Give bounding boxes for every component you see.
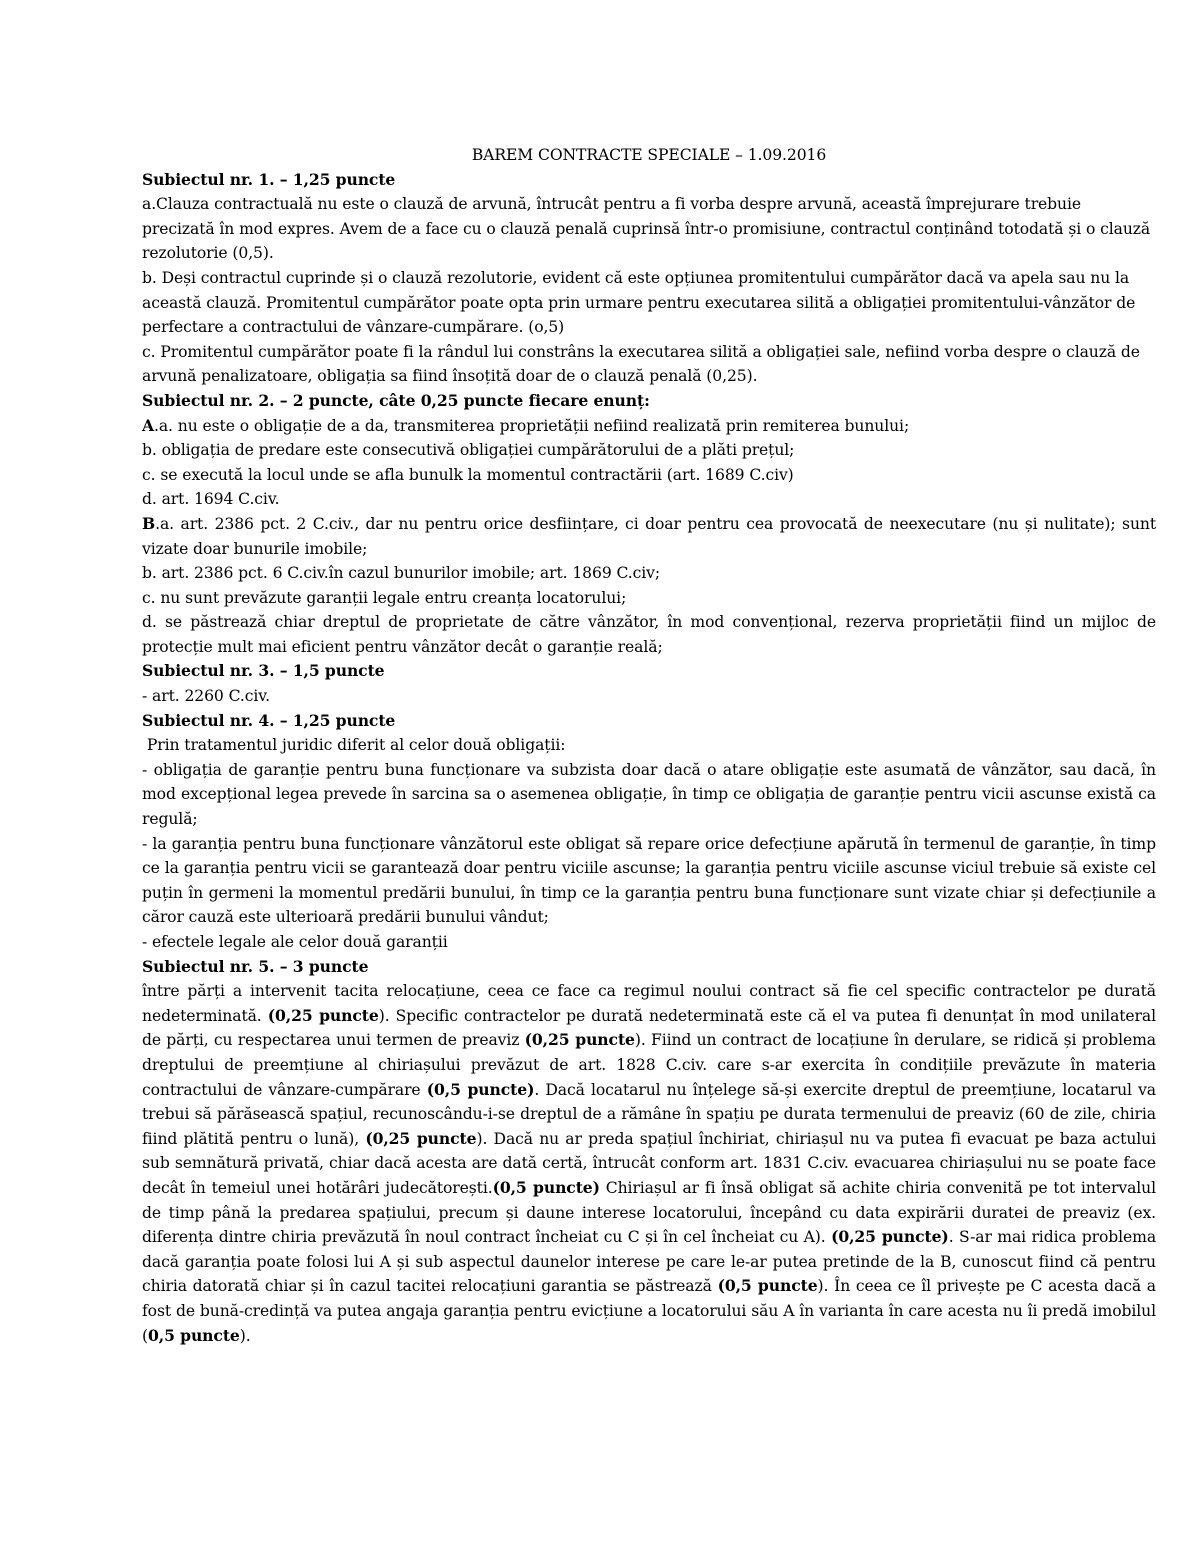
section-A-letter: A [142,415,154,435]
subject-4-point-3: - efectele legale ale celor două garanții [142,933,448,951]
subject-1-point-b: b. Deși contractul cuprinde și o clauză rezolutorie, evident că este opțiunea promitentului cumpărător dacă va apela sau nu la această clauză. Promitentul cumpărător poate opta prin urmare pentru executarea silită a obligației promitentului-vânzător de perfectare a contractului de vânzare-cumpărare. (o,5) [142,268,1136,337]
s5-points-5: (0,5 puncte) [492,1177,600,1197]
subject-4-heading: Subiectul nr. 4. – 1,25 puncte [142,710,396,730]
subject-4-point-2: - la garanția pentru buna funcționare vânzătorul este obligat să repare orice defecțiune apărută în termenul de garanție, în timp ce la garanția pentru vicii se garantează doar pentru viciile ascunse; la garanția pentru viciile ascunse viciul trebuie să existe cel puțin în germeni la momentul predării bunului, în timp ce la garanția pentru buna funcționare sunt vizate chiar și defecțiunile a căror cauză este ulterioară predării bunului vândut; [142,834,1156,927]
subject-2-B-d: d. se păstrează chiar dreptul de proprietate de către vânzător, în mod convențional, rezerva proprietății fiind un mijloc de protecție mult mai eficient pentru vânzător decât o garanție reală; [142,613,1156,656]
subject-2-B-a [142,512,1156,561]
s5-points-3: (0,5 puncte) [426,1079,535,1099]
s5-points-1: (0,25 puncte [267,1005,379,1025]
subject-1-point-a: a.Clauza contractuală nu este o clauză de arvună, întrucât pentru a fi vorba despre arvună, această împrejurare trebuie precizată în mod expres. Avem de a face cu o clauză penală cuprinsă într-o promisiune, contractul conținând totodată și o clauză rezolutorie (0,5). [142,195,1151,263]
subject-3-heading: Subiectul nr. 3. – 1,5 puncte [142,661,385,681]
subject-2-B-a-text: .a. art. 2386 pct. 2 C.civ., dar nu pentru orice desființare, ci doar pentru cea provocată de neexecutare (nu și nulitate); sunt vizate doar bunurile imobile; [142,514,1156,558]
s5-points-8: 0,5 puncte [147,1325,240,1345]
section-B-letter: B [142,513,156,533]
subject-4-intro: Prin tratamentul juridic diferit al celor două obligații: [142,736,566,755]
subject-3-line: - art. 2260 C.civ. [142,687,270,706]
s5-text-3: ). Fiind un contract de locațiune în derulare, se ridică și problema dreptului de preemțiune al chiriașului prevăzut de art. 1828 C.civ. care s-ar exercita în condițiile prevăzute în materia contractului de vânzare-cumpărare [142,1031,1156,1099]
s5-text-6: Chiriașul ar fi însă obligat să achite chiria convenită pe tot intervalul de timp până la predarea spațiului, precum și daune interese locatorului, începând cu data expirării duratei de preaviz (ex. diferența dintre chiria prevăzută în noul contract încheiat cu C și în cel încheiat cu A). [142,1178,1156,1247]
s5-text-7: . S-ar mai ridica problema dacă garanția poate folosi lui A și sub aspectul daunelor interese pe care le-ar putea pretinde de la B, cunoscut fiind că pentru chiria datorată chiar și în cazul tacitei relocațiuni garantia se păstrează [142,1228,1157,1296]
subject-1-heading: Subiectul nr. 1. – 1,25 puncte [142,169,396,189]
subject-4-point-1: - obligația de garanție pentru buna funcționare va subzista doar dacă o atare obligație este asumată de vânzător, sau dacă, în mod excepțional legea prevede în sarcina sa o asemenea obligație, în timp ce obligația de garanție pentru vicii ascunse există ca regulă; [142,760,1156,829]
s5-text-5: ). Dacă nu ar preda spațiul închiriat, chiriașul nu va putea fi evacuat pe baza actului sub semnătură privată, chiar dacă acesta are dată certă, întrucât conform art. 1831 C.civ. evacuarea chiriașului nu se poate face decât în temeiul unei hotărâri judecătorești. [142,1129,1156,1197]
document-page [142,143,1156,1348]
s5-points-2: (0,25 puncte [524,1030,635,1050]
s5-points-4: (0,25 puncte [365,1128,477,1148]
document-title: BAREM CONTRACTE SPECIALE – 1.09.2016 [471,146,827,164]
s5-points-7: (0,5 puncte [717,1276,818,1296]
s5-text-2: ). Specific contractelor pe durată nedeterminată este că el va putea fi denunțat în mod unilateral de părți, cu respectarea unui termen de preaviz [142,1006,1156,1050]
s5-text-4: . Dacă locatarul nu înțelege să-și exercite dreptul de preemțiune, locatarul va trebui să părăsească spațiul, recunoscându-i-se dreptul de a rămâne în spațiu pe durata termenului de preaviz (60 de zile, chiria fiind plătită pentru o lună), [142,1080,1156,1148]
s5-text-9: ). [239,1326,251,1345]
subject-2-A-c: c. se execută la locul unde se afla bunulk la momentul contractării (art. 1689 C.civ) [142,465,794,484]
subject-1-point-c: c. Promitentul cumpărător poate fi la rândul lui constrâns la executarea silită a obligației sale, nefiind vorba despre o clauză de arvună penalizatoare, obligația sa fiind însoțită doar de o clauză penală (0,25). [142,342,1140,386]
subject-2-B-c: c. nu sunt prevăzute garanții legale entru creanța locatorului; [142,588,627,607]
s5-text-8: ). În ceea ce îl privește pe C acesta dacă a fost de bună-credință va putea angaja garanția pentru evicțiune a locatorului său A în varianta în care acesta nu îi predă imobilul ( [142,1277,1156,1345]
subject-5-heading: Subiectul nr. 5. – 3 puncte [142,956,369,976]
subject-5-body [142,979,1156,1348]
subject-2-A-b: b. obligația de predare este consecutivă obligației cumpărătorului de a plăti prețul; [142,441,795,460]
subject-2-A-d: d. art. 1694 C.civ. [142,490,280,509]
subject-2-A-a-text: .a. nu este o obligație de a da, transmiterea proprietății nefiind realizată prin remiterea bunului; [154,416,910,435]
subject-2-heading: Subiectul nr. 2. – 2 puncte, câte 0,25 puncte fiecare enunț: [142,390,650,410]
subject-2-A-a [142,414,1156,439]
s5-text-1: între părți a intervenit tacita relocațiune, ceea ce face ca regimul noului contract să fie cel specific contractelor pe durată nedeterminată. [142,982,1156,1025]
s5-points-6: (0,25 puncte) [831,1227,949,1247]
subject-2-B-b: b. art. 2386 pct. 6 C.civ.în cazul bunurilor imobile; art. 1869 C.civ; [142,564,661,583]
